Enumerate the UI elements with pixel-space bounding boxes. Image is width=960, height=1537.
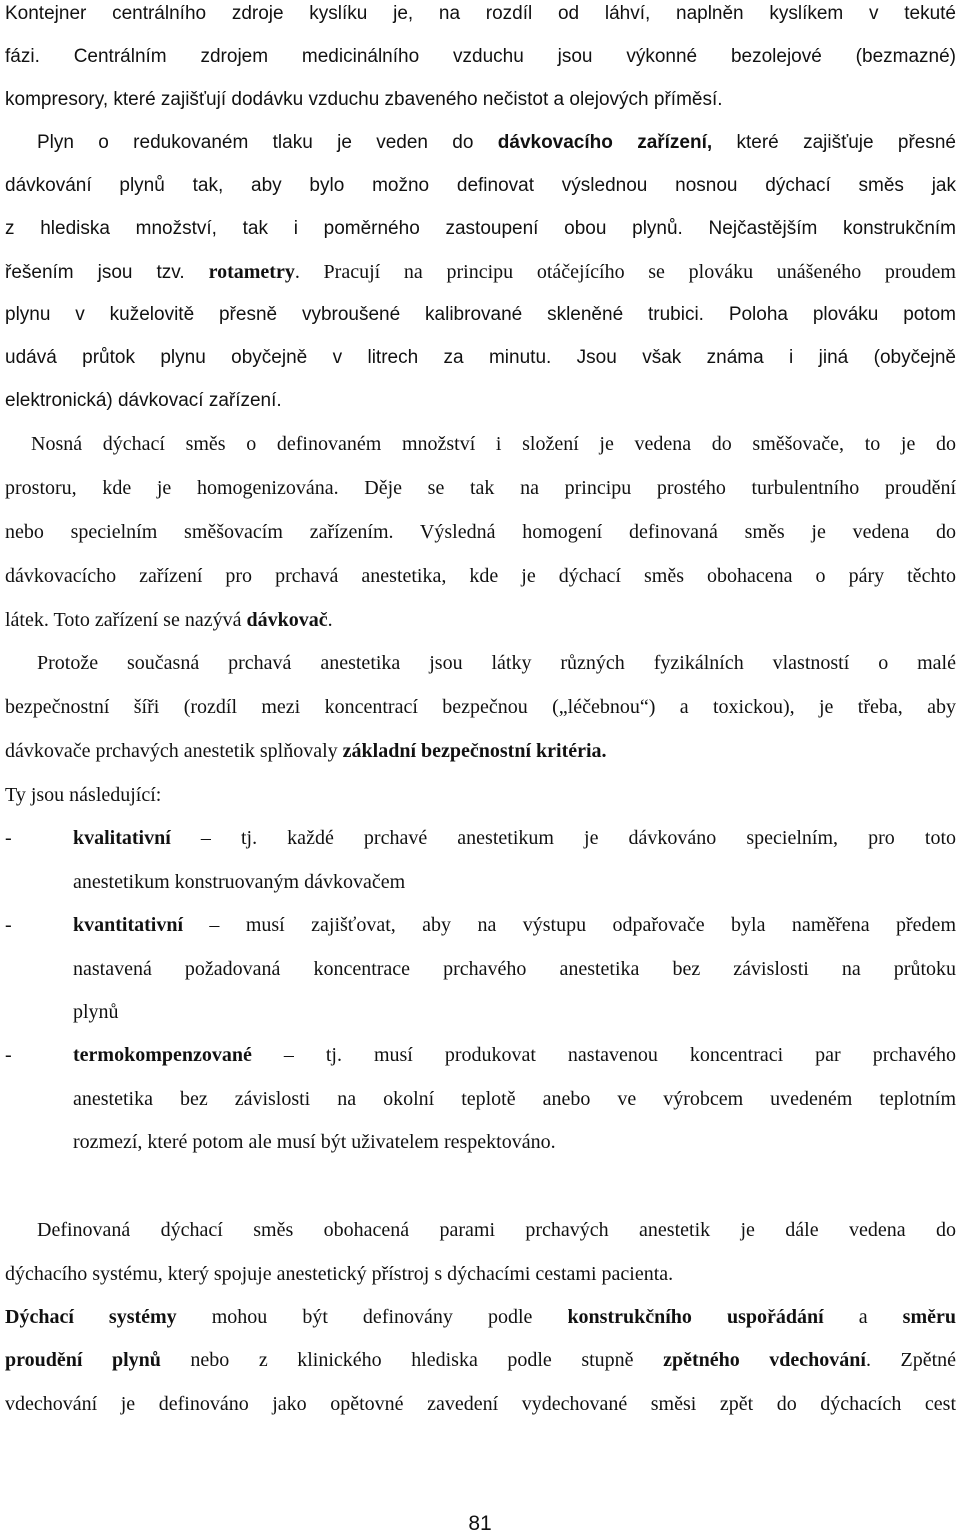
list-bullet: - bbox=[5, 1044, 12, 1066]
text-run: . Pracují na principu otáčejícího se plováku unášeného proudem bbox=[294, 261, 956, 283]
text-line bbox=[37, 129, 956, 157]
text-run: látek. Toto zařízení se nazývá bbox=[5, 609, 247, 631]
text-line: kompresory, které zajišťují dodávku vzduchu zbaveného nečistot a olejových příměsí. bbox=[5, 89, 723, 110]
text-line bbox=[5, 258, 956, 286]
text-line: dýchacího systému, který spojuje anestetický přístroj s dýchacími cestami pacienta. bbox=[5, 1263, 674, 1285]
text-line: bezpečnostní šíři (rozdíl mezi koncentrací bezpečnou („léčebnou“) a toxickou), je třeba, aby bbox=[5, 696, 956, 718]
list-item bbox=[73, 824, 956, 852]
text-line: Kontejner centrálního zdroje kyslíku je, na rozdíl od láhví, naplněn kyslíkem v tekuté bbox=[5, 3, 956, 24]
text-run: . bbox=[327, 609, 333, 631]
text-run: které zajišťuje přesné bbox=[712, 132, 956, 153]
text-run: – tj. musí produkovat nastavenou koncentraci par prchavého bbox=[251, 1044, 956, 1066]
text-line: Ty jsou následující: bbox=[5, 784, 162, 806]
text-line bbox=[5, 1303, 956, 1331]
bold-term: rotametry bbox=[208, 261, 295, 283]
text-line: vdechování je definováno jako opětovné zavedení vydechované směsi zpět do dýchacích cest bbox=[5, 1393, 956, 1415]
text-run: . Zpětné bbox=[865, 1349, 957, 1371]
text-run: mohou být definovány podle bbox=[176, 1306, 568, 1328]
text-line bbox=[5, 1346, 956, 1374]
text-line bbox=[5, 606, 956, 634]
list-bullet: - bbox=[5, 827, 12, 849]
bold-term: konstrukčního uspořádání bbox=[567, 1306, 824, 1328]
bold-term: termokompenzované bbox=[73, 1044, 252, 1066]
text-run: Plyn o redukovaném tlaku je veden do bbox=[37, 132, 498, 153]
text-run: – musí zajišťovat, aby na výstupu odpařovače byla naměřena předem bbox=[183, 914, 956, 936]
text-line bbox=[5, 215, 956, 243]
bold-term: Dýchací systémy bbox=[5, 1306, 177, 1328]
text-line: elektronická) dávkovací zařízení. bbox=[5, 390, 282, 411]
text-run: nebo z klinického hlediska podle stupně bbox=[160, 1349, 664, 1371]
text-run: Nejčastějším konstrukčním bbox=[682, 218, 956, 239]
list-item bbox=[73, 1041, 956, 1069]
bold-term: proudění plynů bbox=[5, 1349, 161, 1371]
bold-term: kvantitativní bbox=[73, 914, 184, 936]
text-line: Protože současná prchavá anestetika jsou látky různých fyzikálních vlastností o malé bbox=[37, 652, 956, 674]
text-line: plynu v kuželovitě přesně vybroušené kalibrované skleněné trubici. Poloha plováku potom bbox=[5, 304, 956, 325]
bold-term: zpětného vdechování bbox=[663, 1349, 866, 1371]
text-line bbox=[5, 737, 956, 765]
bold-term: dávkovač bbox=[246, 609, 328, 631]
text-run: řešením jsou tzv. bbox=[5, 262, 209, 283]
text-line: dávkovacícho zařízení pro prchavá anestetika, kde je dýchací směs obohacena o páry těchto bbox=[5, 565, 956, 587]
text-line: prostoru, kde je homogenizována. Děje se tak na principu prostého turbulentního proudění bbox=[5, 477, 956, 499]
text-line: nebo specielním směšovacím zařízením. Výsledná homogení definovaná směs je vedena do bbox=[5, 521, 956, 543]
list-item-continued: anestetikum konstruovaným dávkovačem bbox=[73, 871, 406, 893]
list-item-continued: nastavená požadovaná koncentrace prchavého anestetika bez závislosti na průtoku bbox=[73, 958, 956, 980]
text-run: – tj. každé prchavé anestetikum je dávkováno specielním, pro toto bbox=[170, 827, 956, 849]
page-number: 81 bbox=[468, 1512, 492, 1535]
text-line: Nosná dýchací směs o definovaném množství i složení je vedena do směšovače, to je do bbox=[31, 433, 956, 455]
bold-term: dávkovacího zařízení, bbox=[497, 132, 713, 153]
list-bullet: - bbox=[5, 914, 12, 936]
list-item-continued: rozmezí, které potom ale musí být uživatelem respektováno. bbox=[73, 1131, 556, 1153]
list-item bbox=[73, 911, 956, 939]
text-run: dávkovače prchavých anestetik splňovaly bbox=[5, 740, 343, 762]
text-run: a bbox=[823, 1306, 903, 1328]
text-run: z hlediska množství, tak i poměrného zastoupení obou plynů. bbox=[5, 218, 683, 239]
text-line: fázi. Centrálním zdrojem medicinálního vzduchu jsou výkonné bezolejové (bezmazné) bbox=[5, 46, 956, 67]
bold-term: kvalitativní bbox=[73, 827, 171, 849]
text-line: udává průtok plynu obyčejně v litrech za minutu. Jsou však známa i jiná (obyčejně bbox=[5, 347, 956, 368]
bold-term: základní bezpečnostní kritéria. bbox=[342, 740, 607, 762]
text-line: Definovaná dýchací směs obohacená parami prchavých anestetik je dále vedena do bbox=[37, 1219, 956, 1241]
bold-term: směru bbox=[902, 1306, 956, 1328]
text-line: dávkování plynů tak, aby bylo možno definovat výslednou nosnou dýchací směs jak bbox=[5, 175, 956, 196]
list-item-continued: plynů bbox=[73, 1001, 119, 1023]
list-item-continued: anestetika bez závislosti na okolní teplotě anebo ve výrobcem uvedeném teplotním bbox=[73, 1088, 956, 1110]
